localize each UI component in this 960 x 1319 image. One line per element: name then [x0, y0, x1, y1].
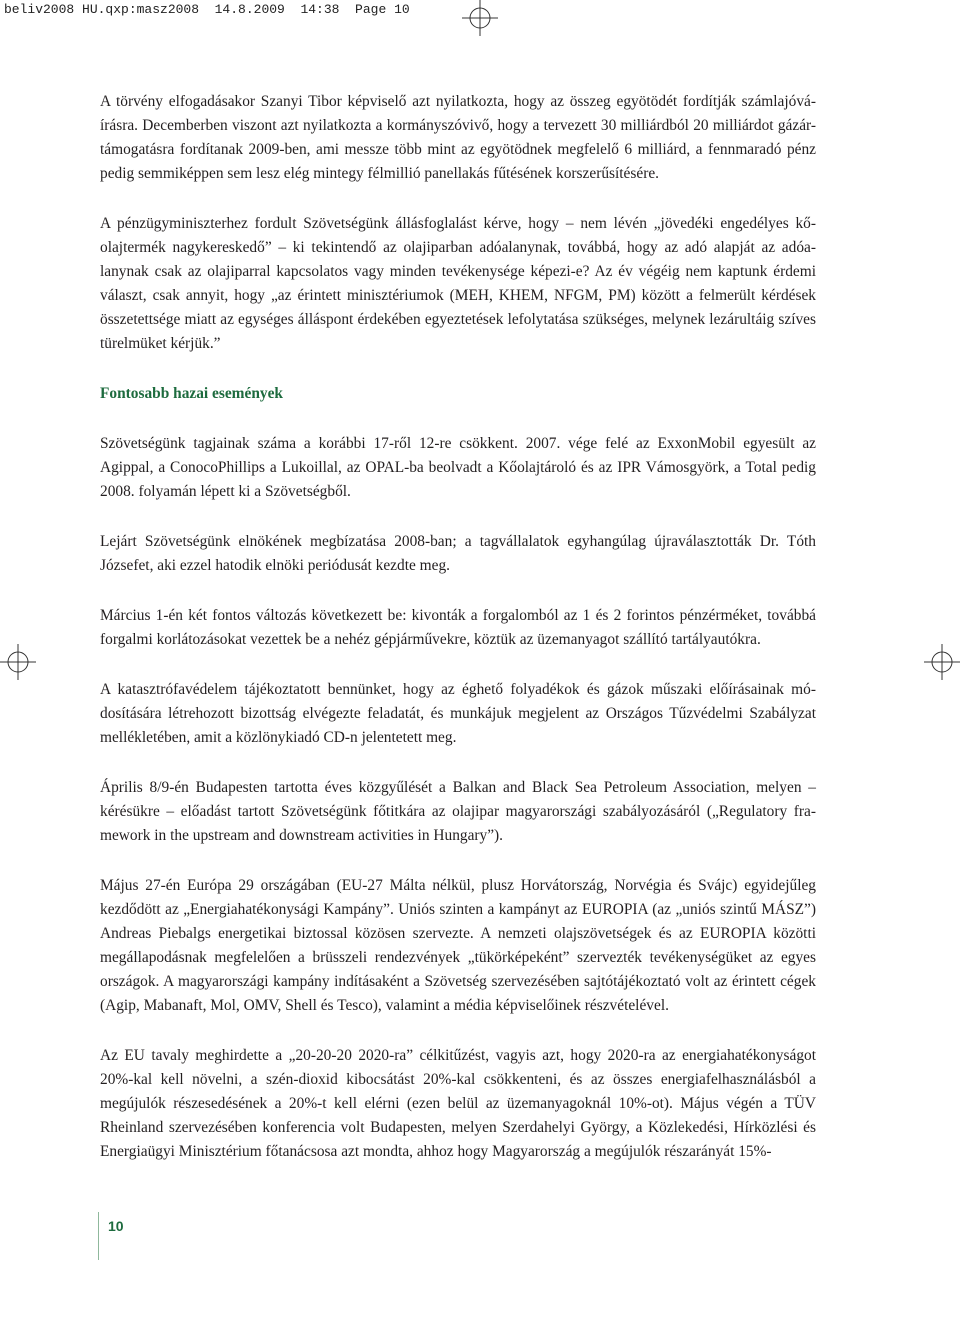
paragraph: A törvény elfogadásakor Szanyi Tibor képviselő azt nyilatkozta, hogy az összeg egyötödét fordítják számlajóváírásra. Decemberben viszont azt nyilatkozta a kormányszóvivő, hogy a tervezett 30 milliárdból 20 milliárdot gázár-támogatásra fordítanak 2009-ben, ami messze több mint az egyötödnek megfelelő 6 milliárd, a fennmaradó pénz pedig semmiképpen sem lesz elég mintegy félmillió panellakás fűtésének korszerűsítésére.	[100, 93, 816, 182]
paragraph: Május 27-én Európa 29 országában (EU-27 Málta nélkül, plusz Horvátország, Norvégia és Svájc) egyidejűleg kezdődött az „Energiahatékonysági Kampány”. Uniós szinten a kampányt az EUROPIA (az „uniós szintű MÁSZ”) Andreas Piebalgs energetikai biztossal közösen szervezte. A nemzeti olajszövetségek és az EUROPIA közötti megállapodásnak megfelelően a brüsszeli rendezvények „tükörképeként” szervezték tevékenységüket az egyes országok. A magyarországi kampány indításaként a Szövetség szervezésében sajtótájékoztató volt az érintett cégek (Agip, Mabanaft, Mol, OMV, Shell és Tesco), valamint a média képviselőinek részvételével.	[100, 877, 816, 1014]
paragraph: Március 1-én két fontos változás következett be: kivonták a forgalomból az 1 és 2 forintos pénzérméket, továbbá forgalmi korlátozásokat vezettek be a nehéz gépjárművekre, köztük az üzemanyagot szállító tartályautókra.	[100, 607, 816, 648]
registration-mark-left	[0, 644, 36, 680]
page-number-rule	[98, 1212, 99, 1260]
paragraph: A katasztrófavédelem tájékoztatott bennünket, hogy az éghető folyadékok és gázok műszaki előírásainak módosítására létrehozott bizottság elvégezte feladatát, és munkájuk megjelent az Országos Tűzvédelmi Szabályzat mellékletében, amit a közlönykiadó CD-n jelentetett meg.	[100, 681, 816, 746]
print-slug: beliv2008 HU.qxp:masz2008 14.8.2009 14:38 Page 10	[4, 2, 410, 17]
paragraph: Lejárt Szövetségünk elnökének megbízatása 2008-ban; a tagvállalatok egyhangúlag újraválasztották Dr. Tóth Józsefet, aki ezzel hatodik elnöki periódusát kezdte meg.	[100, 533, 816, 574]
page-number: 10	[108, 1218, 124, 1234]
paragraph: Az EU tavaly meghirdette a „20-20-20 2020-ra” célkitűzést, vagyis azt, hogy 2020-ra az energiahatékonyságot 20%-kal kell növelni, a szén-dioxid kibocsátást 20%-kal csökkenteni, és az összes energiafelhasználásból a megújulók részesedésének a 20%-t kell elérni (ezen belül az üzemanyagoknál 10%-ot). Május végén a TÜV Rheinland szervezésében konferencia volt Budapesten, melyen Szerdahelyi György, a Közlekedési, Hírközlési és Energiaügyi Minisztérium főtanácsosa azt mondta, ahhoz hogy Magyarország a megújulók részarányát 15%-	[100, 1047, 816, 1160]
registration-mark-right	[924, 644, 960, 680]
paragraph: Szövetségünk tagjainak száma a korábbi 17-ről 12-re csökkent. 2007. vége felé az ExxonMobil egyesült az Agippal, a ConocoPhillips a Lukoillal, az OPAL-ba beolvadt a Kőolajtároló és az IPR Vámosgyörk, a Total pedig 2008. folyamán lépett ki a Szövetségből.	[100, 435, 816, 500]
paragraph: A pénzügyminiszterhez fordult Szövetségünk állásfoglalást kérve, hogy – nem lévén „jövedéki engedélyes kőolajtermék nagykereskedő” – ki tekintendő az olajiparban adóalanynak, továbbá, hogy az adó alapját az adóalanynak csak az olajiparral kapcsolatos vagy minden tevékenysége képezi-e? Az év végéig nem kaptunk érdemi választ, csak annyit, hogy „az érintett minisztériumok (MEH, KHEM, NFGM, PM) között a felmerült kérdések összetettsége miatt az egységes álláspont érdekében egyeztetések lefolytatása szükséges, melynek lezárultáig szíves türelmüket kérjük.”	[100, 215, 816, 352]
registration-mark-top	[462, 0, 498, 36]
page-content	[100, 90, 816, 1164]
section-heading: Fontosabb hazai események	[100, 385, 283, 402]
paragraph: Április 8/9-én Budapesten tartotta éves közgyűlését a Balkan and Black Sea Petroleum Association, melyen – kérésükre – előadást tartott Szövetségünk főtitkára az olajipar magyarországi szabályozásáról („Regulatory framework in the upstream and downstream activities in Hungary”).	[100, 779, 816, 844]
